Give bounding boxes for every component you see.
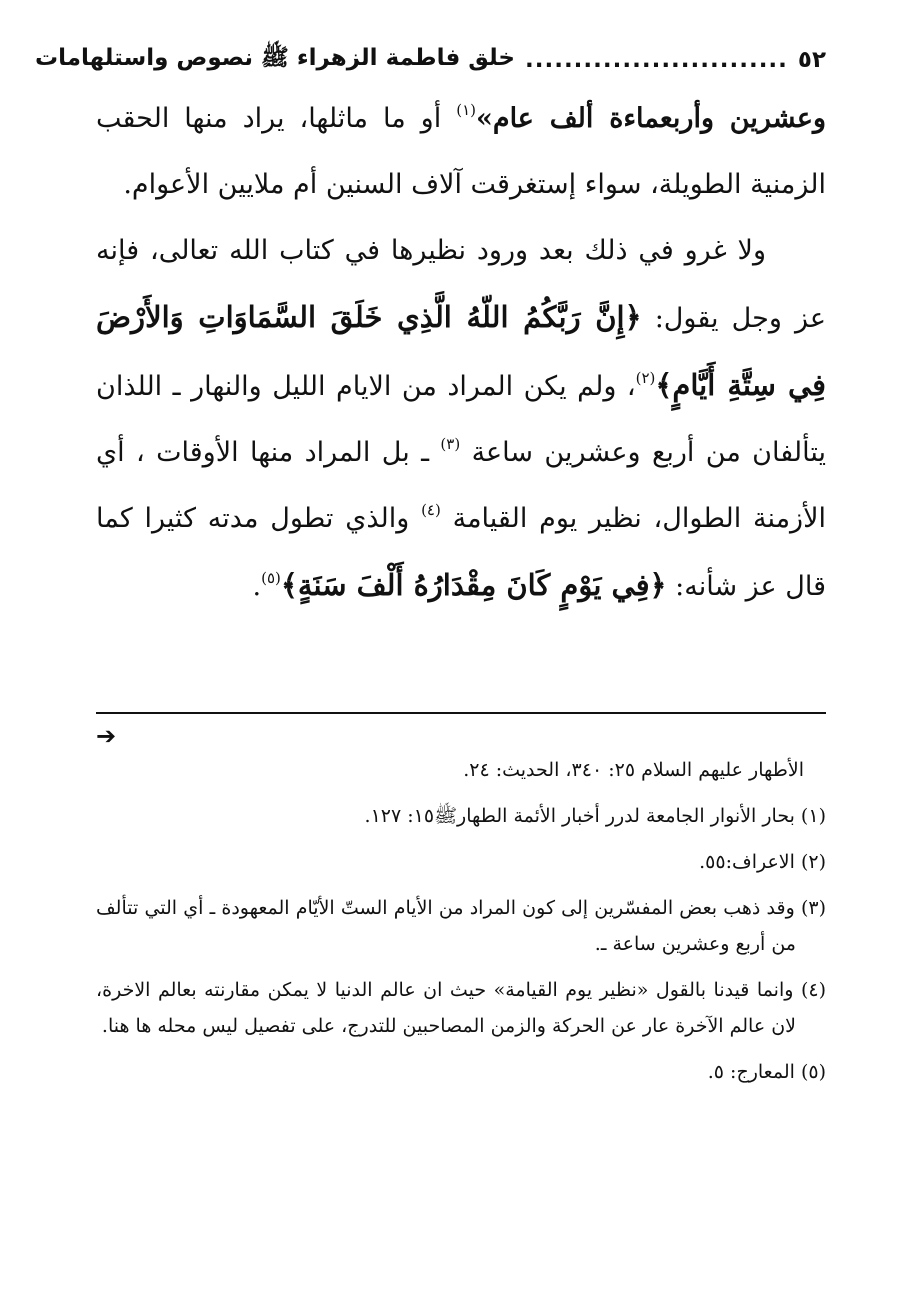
footnote-continuation: الأطهار عليهم السلام ٢٥: ٣٤٠، الحديث: ٢٤.: [463, 759, 804, 781]
footnote-5: (٥) المعارج: ٥.: [707, 1061, 826, 1083]
paragraph-2-text-3: ـ بل المراد منها الأوقات ، أي الأزمنة الطوال، نظير يوم القيامة: [96, 437, 827, 534]
quran-verse-1: ﴿إِنَّ رَبَّكُمُ اللّهُ الَّذِي خَلَقَ السَّمَاوَاتِ وَالأَرْضَ فِي سِتَّةِ أَيَّامٍ﴾: [96, 300, 826, 402]
footnote-4: (٤) وانما قيدنا بالقول «نظير يوم القيامة» حيث ان عالم الدنيا لا يمكن مقارنته بعالم الاخرة، لان عالم الآخرة عار عن الحركة والزمن المصاحبين للتدرج، على تفصيل ليس محله ها هنا.: [96, 979, 826, 1037]
footnote-ref-3: (٣): [440, 435, 461, 453]
paragraph-2-text-2: ، ولم يكن المراد من الايام الليل والنهار ـ اللذان يتألفان من أربع وعشرين ساعة: [96, 371, 826, 468]
footnote-ref-2: (٢): [635, 369, 656, 387]
leader-dots: ...........................: [525, 47, 788, 73]
footnote-2: (٢) الاعراف:٥٥.: [699, 851, 826, 873]
paragraph-2-text-4: والذي تطول مدته كثيرا كما قال عز شأنه:: [96, 503, 826, 602]
paragraph-2-text-1: ولا غرو في ذلك بعد ورود نظيرها في كتاب الله تعالى، فإنه عز وجل يقول:: [96, 235, 826, 334]
page-number: ٥٢: [797, 47, 826, 73]
paragraph-2: [96, 218, 826, 620]
paragraph-1: [96, 86, 826, 218]
footnote-ref-4: (٤): [421, 501, 441, 519]
main-text: [96, 86, 826, 620]
paragraph-2-end: .: [252, 571, 262, 602]
running-header: [34, 40, 826, 80]
quran-verse-2: ﴿فِي يَوْمٍ كَانَ مِقْدَارُهُ أَلْفَ سَنَةٍ﴾: [280, 568, 667, 602]
footnotes: [96, 752, 826, 1100]
bold-phrase: وعشرين وأربعماءة ألف عام»: [475, 103, 826, 134]
running-title: خلق فاطمة الزهراء ﷺ نصوص واستلهامات: [34, 45, 515, 71]
footnote-ref-5: (٥): [261, 569, 281, 587]
paragraph-1-text: أو ما ماثلها، يراد منها الحقب الزمنية الطويلة، سواء إستغرقت آلاف السنين أم ملايين الأعوام.: [96, 103, 826, 200]
footnote-1: (١) بحار الأنوار الجامعة لدرر أخبار الأئمة الطهارﷺ١٥: ١٢٧.: [364, 805, 826, 827]
footnote-3: (٣) وقد ذهب بعض المفسّرين إلى كون المراد من الأيام الستّ الأيّام المعهودة ـ أي التي تتألف من أربع وعشرين ساعة ـ.: [96, 897, 826, 955]
footnote-ref-1: (١): [456, 101, 476, 119]
continuation-arrow-icon: ➔: [96, 722, 117, 750]
footnote-divider: [96, 712, 826, 714]
